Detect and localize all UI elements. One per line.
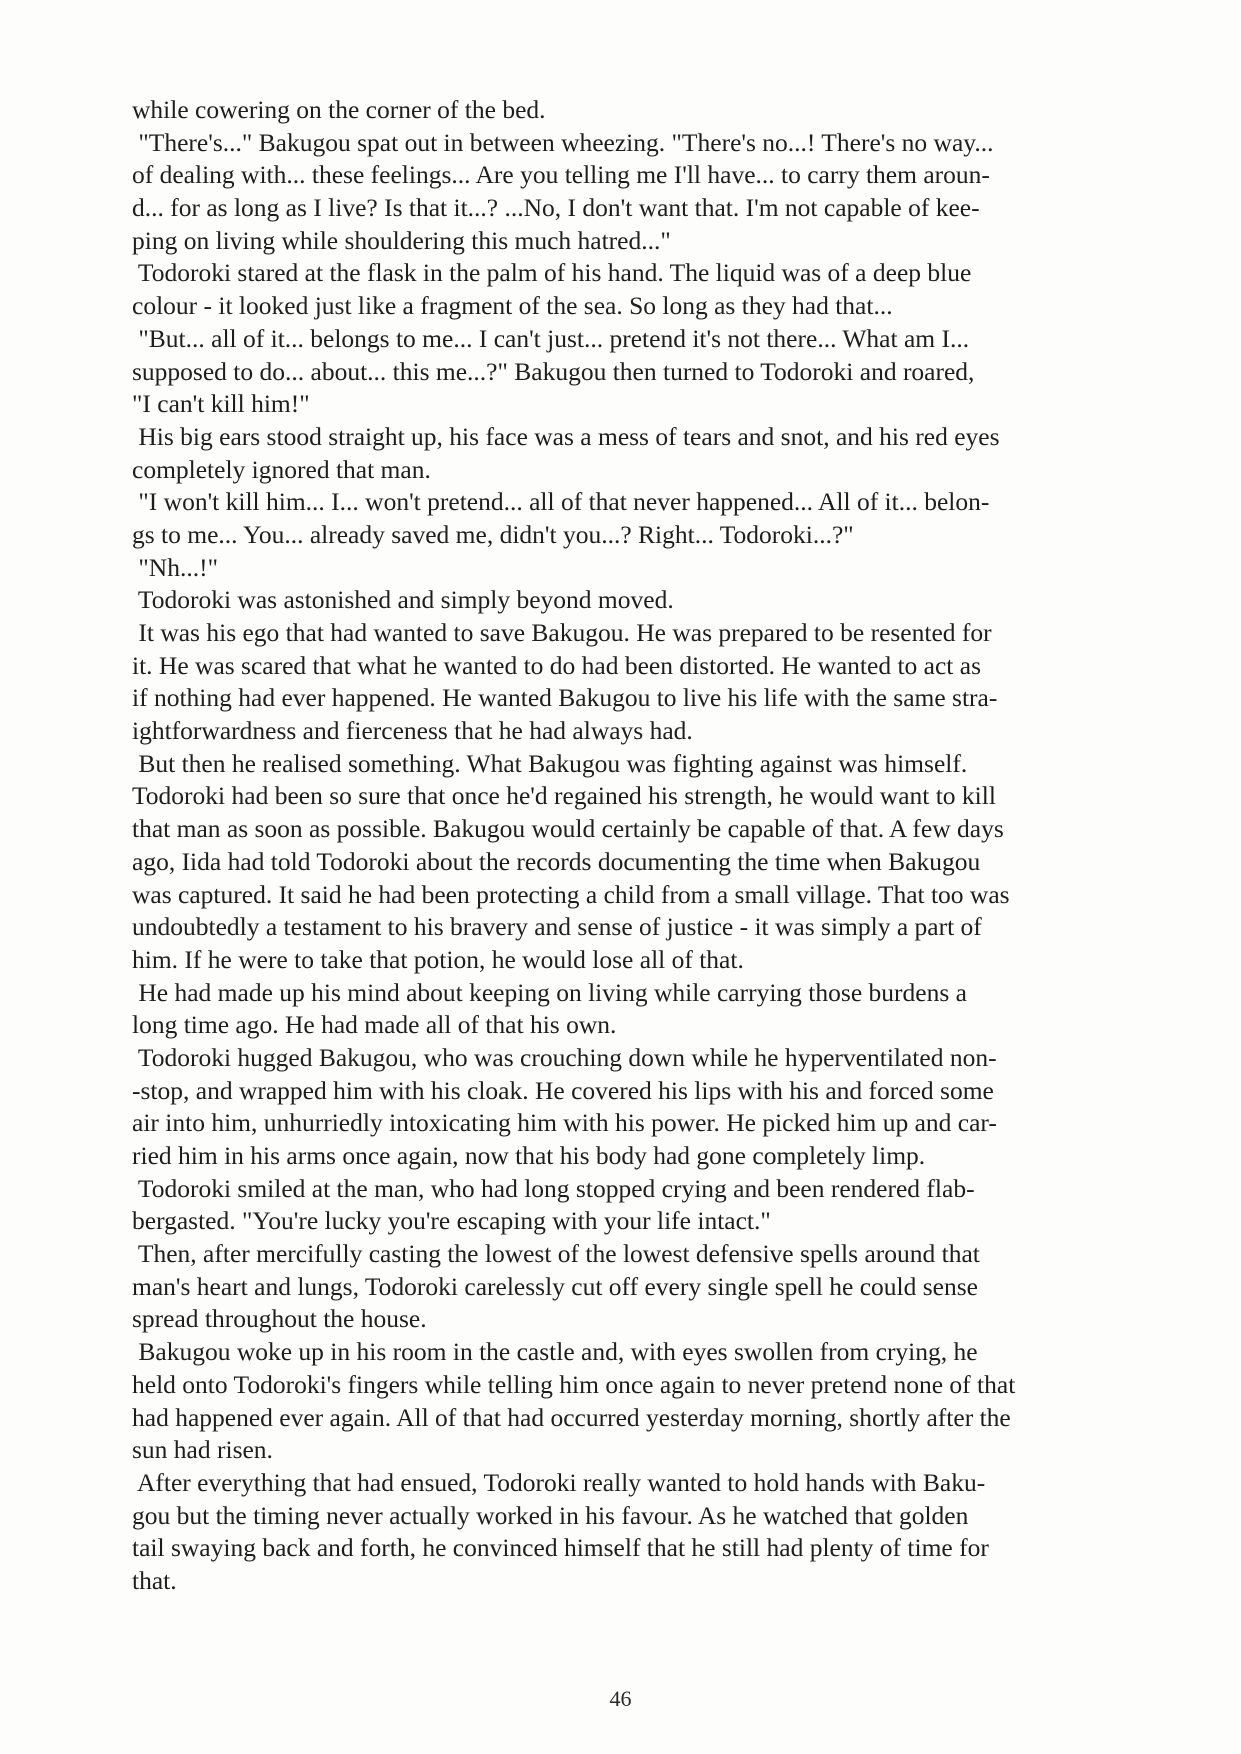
text-line: After everything that had ensued, Todoroki really wanted to hold hands with Baku-	[132, 1467, 986, 1497]
text-line: ightforwardness and fierceness that he had always had.	[132, 716, 693, 746]
text-line: man's heart and lungs, Todoroki carelessly cut off every single spell he could sense	[132, 1271, 978, 1301]
text-line: ago, Iida had told Todoroki about the records documenting the time when Bakugou	[132, 846, 981, 876]
body-text	[132, 94, 1132, 1598]
text-line: Then, after mercifully casting the lowest of the lowest defensive spells around that	[132, 1239, 980, 1269]
text-line: "There's..." Bakugou spat out in between wheezing. "There's no...! There's no way...	[132, 127, 994, 157]
text-line: him. If he were to take that potion, he would lose all of that.	[132, 944, 744, 974]
text-line: He had made up his mind about keeping on living while carrying those burdens a	[132, 977, 967, 1007]
text-line: sun had risen.	[132, 1435, 273, 1465]
text-line: d... for as long as I live? Is that it...? ...No, I don't want that. I'm not capable of kee-	[132, 193, 980, 223]
text-line: Todoroki had been so sure that once he'd regained his strength, he would want to kill	[132, 781, 996, 811]
text-line: "I won't kill him... I... won't pretend... all of that never happened... All of it... belon-	[132, 487, 990, 517]
text-line: "Nh...!"	[132, 552, 218, 582]
text-line: spread throughout the house.	[132, 1304, 427, 1334]
text-line: -stop, and wrapped him with his cloak. He covered his lips with his and forced some	[132, 1075, 994, 1105]
text-line: But then he realised something. What Bakugou was fighting against was himself.	[132, 748, 968, 778]
text-line: gs to me... You... already saved me, didn't you...? Right... Todoroki...?"	[132, 519, 854, 549]
text-line: Todoroki smiled at the man, who had long stopped crying and been rendered flab-	[132, 1173, 975, 1203]
text-line: completely ignored that man.	[132, 454, 431, 484]
text-line: tail swaying back and forth, he convinced himself that he still had plenty of time for	[132, 1533, 989, 1563]
text-line: of dealing with... these feelings... Are you telling me I'll have... to carry them aroun-	[132, 160, 990, 190]
text-line: supposed to do... about... this me...?" Bakugou then turned to Todoroki and roared,	[132, 356, 975, 386]
text-line: Todoroki was astonished and simply beyond moved.	[132, 585, 674, 615]
text-line: colour - it looked just like a fragment of the sea. So long as they had that...	[132, 291, 893, 321]
text-line: long time ago. He had made all of that his own.	[132, 1010, 617, 1040]
text-line: air into him, unhurriedly intoxicating him with his power. He picked him up and car-	[132, 1108, 997, 1138]
text-line: Bakugou woke up in his room in the castle and, with eyes swollen from crying, he	[132, 1337, 978, 1367]
text-line: if nothing had ever happened. He wanted Bakugou to live his life with the same stra-	[132, 683, 998, 713]
text-line: undoubtedly a testament to his bravery and sense of justice - it was simply a part of	[132, 912, 982, 942]
text-line: ping on living while shouldering this much hatred..."	[132, 225, 671, 255]
text-line: had happened ever again. All of that had occurred yesterday morning, shortly after the	[132, 1402, 1011, 1432]
text-line: ried him in his arms once again, now that his body had gone completely limp.	[132, 1141, 926, 1170]
text-line: that.	[132, 1565, 177, 1595]
text-line: was captured. It said he had been protecting a child from a small village. That too was	[132, 879, 1010, 909]
text-line: Todoroki hugged Bakugou, who was crouching down while he hyperventilated non-	[132, 1042, 997, 1072]
text-line: gou but the timing never actually worked in his favour. As he watched that golden	[132, 1500, 969, 1530]
text-line: Todoroki stared at the flask in the palm of his hand. The liquid was of a deep blue	[132, 258, 972, 288]
text-line: while cowering on the corner of the bed.	[132, 95, 546, 124]
text-line: His big ears stood straight up, his face was a mess of tears and snot, and his red eyes	[132, 421, 1000, 451]
text-line: bergasted. "You're lucky you're escaping with your life intact."	[132, 1206, 771, 1236]
text-line: that man as soon as possible. Bakugou would certainly be capable of that. A few days	[132, 814, 1004, 844]
text-line: It was his ego that had wanted to save Bakugou. He was prepared to be resented for	[132, 618, 992, 647]
text-line: "But... all of it... belongs to me... I can't just... pretend it's not there... What am I...	[132, 323, 970, 353]
text-line: "I can't kill him!"	[132, 389, 310, 419]
text-line: held onto Todoroki's fingers while telling him once again to never pretend none of that	[132, 1369, 1016, 1399]
text-line: it. He was scared that what he wanted to do had been distorted. He wanted to act as	[132, 650, 982, 680]
page-number: 46	[609, 1686, 632, 1711]
